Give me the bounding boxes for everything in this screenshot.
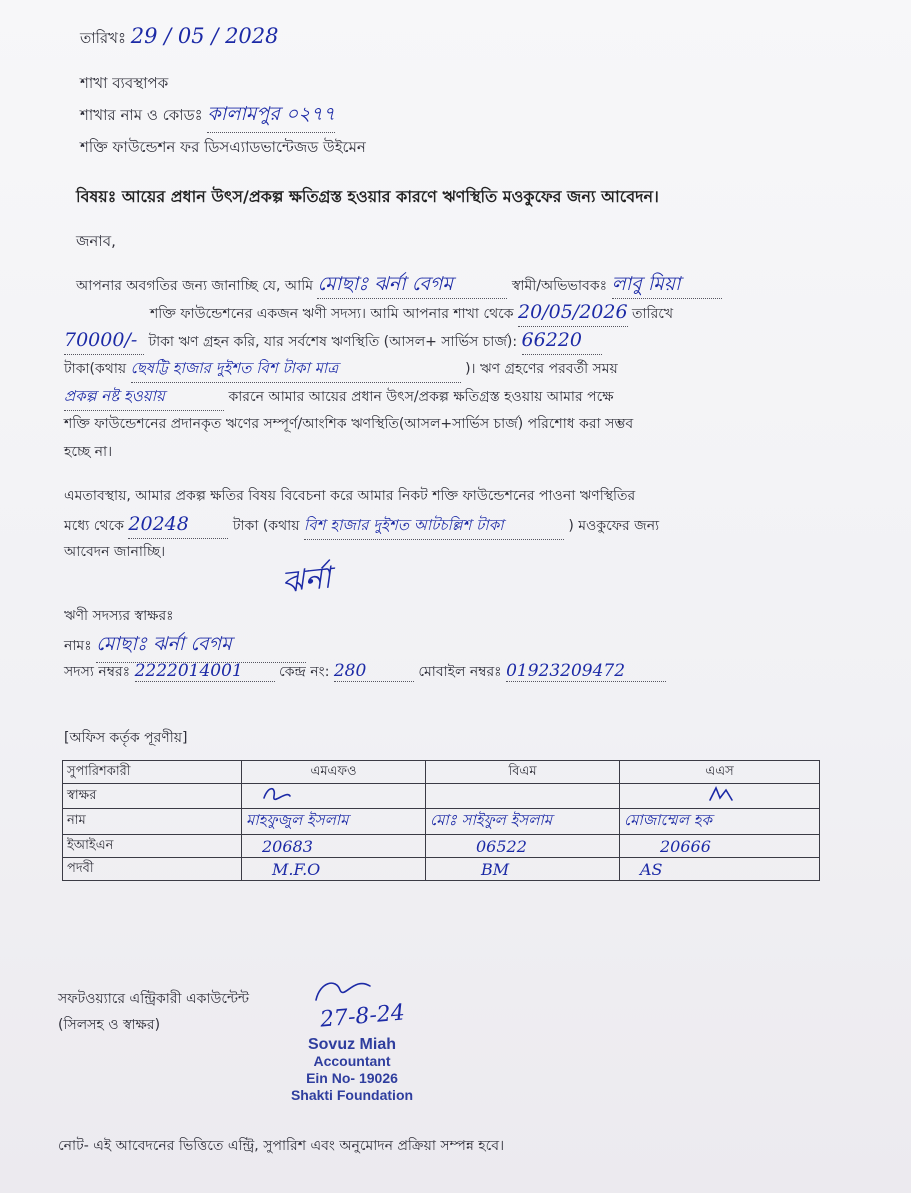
body-text: মধ্যে থেকে bbox=[64, 518, 124, 534]
member-name-line bbox=[64, 630, 306, 663]
name-label: নামঃ bbox=[64, 638, 92, 654]
recipient-line: শাখা ব্যবস্থাপক bbox=[80, 74, 169, 92]
table-cell: নাম bbox=[63, 809, 242, 835]
accountant-stamp bbox=[262, 1036, 442, 1104]
table-cell: মোজাম্মেল হক bbox=[620, 809, 820, 835]
table-cell: মাহফুজুল ইসলাম bbox=[242, 809, 426, 835]
center-number: 280 bbox=[334, 661, 414, 682]
center-label: কেন্দ্র নং bbox=[279, 664, 325, 680]
body-line-10: আবেদন জানাচ্ছি। bbox=[64, 544, 166, 560]
table-cell: সুপারিশকারী bbox=[63, 761, 242, 784]
signature-cell bbox=[620, 784, 820, 809]
table-cell: পদবী bbox=[63, 858, 242, 881]
table-row bbox=[63, 809, 820, 835]
date-line bbox=[80, 24, 279, 52]
loan-date: 20/05/2026 bbox=[518, 298, 628, 327]
body-line-8: এমতাবস্থায়, আমার প্রকল্প ক্ষতির বিষয় বিবেচনা করে আমার নিকট শক্তি ফাউন্ডেশনের পাওনা ঋণস্থিতির bbox=[64, 488, 636, 504]
sign-label: ঋণী সদস্যর স্বাক্ষরঃ bbox=[64, 608, 174, 624]
table-cell: AS bbox=[620, 858, 820, 881]
accountant-sign-date: 27-8-24 bbox=[319, 1000, 406, 1033]
date-value: 29 / 05 / 2028 bbox=[130, 24, 279, 48]
body-line-7: হচ্ছে না। bbox=[64, 444, 113, 460]
body-text: আপনার অবগতির জন্য জানাচ্ছি যে, আমি bbox=[76, 278, 314, 294]
waive-amount: 20248 bbox=[128, 510, 228, 539]
member-info-line: সদস্য নম্বরঃ 2222014001 কেন্দ্র নং: 280 মোবাইল নম্বরঃ 01923209472 bbox=[64, 660, 666, 684]
body-line-2 bbox=[150, 298, 673, 328]
body-text: টাকা (কথায় bbox=[232, 518, 300, 534]
table-row bbox=[63, 761, 820, 784]
body-line-1 bbox=[76, 270, 722, 300]
body-line-5 bbox=[64, 382, 614, 411]
table-cell: 06522 bbox=[426, 835, 620, 858]
balance-in-words: ছেষট্টি হাজার দুইশত বিশ টাকা মাত্র bbox=[131, 354, 461, 383]
stamp-name: Sovuz Miah bbox=[307, 1036, 396, 1053]
stamp-ein: Ein No- 19026 bbox=[306, 1070, 398, 1086]
table-cell: ইআইএন bbox=[63, 835, 242, 858]
subject-line: বিষয়ঃ আয়ের প্রধান উৎস/প্রকল্প ক্ষতিগ্রস্ত হওয়ার কারণে ঋণস্থিতি মওকুফের জন্য আবেদন। bbox=[76, 187, 659, 206]
accountant-label-line: (সিলসহ ও স্বাক্ষর) bbox=[58, 1017, 161, 1033]
accountant-label-line: সফটওয়্যারে এন্ট্রিকারী একাউন্টেন্ট bbox=[58, 991, 250, 1007]
balance-amount: 66220 bbox=[522, 326, 602, 355]
table-cell: M.F.O bbox=[242, 858, 426, 881]
body-text: তারিখে bbox=[632, 306, 674, 322]
table-cell: BM bbox=[426, 858, 620, 881]
body-text: )। ঋণ গ্রহণের পরবর্তী সময় bbox=[465, 361, 618, 377]
body-text: টাকা ঋণ গ্রহন করি, যার সর্বশেষ ঋণস্থিতি (আসল+ সার্ভিস চার্জ): bbox=[148, 334, 518, 350]
office-approval-table bbox=[62, 760, 820, 881]
salutation: জনাব, bbox=[76, 232, 116, 250]
member-number: 2222014001 bbox=[135, 661, 275, 682]
table-row bbox=[63, 835, 820, 858]
office-caption: [অফিস কর্তৃক পূরণীয়] bbox=[64, 730, 188, 746]
stamp-org: Shakti Foundation bbox=[290, 1087, 414, 1103]
date-label: তারিখঃ bbox=[80, 29, 126, 47]
table-cell: স্বাক্ষর bbox=[63, 784, 242, 809]
body-text: স্বামী/অভিভাবকঃ bbox=[511, 278, 608, 294]
table-row bbox=[63, 858, 820, 881]
stamp-title: Accountant bbox=[313, 1053, 391, 1069]
organization-line: শক্তি ফাউন্ডেশন ফর ডিসএ্যাডভান্টেজড উইমেন bbox=[80, 138, 366, 156]
footer-note: নোট- এই আবেদনের ভিত্তিতে এন্ট্রি, সুপারিশ এবং অনুমোদন প্রক্রিয়া সম্পন্ন হবে। bbox=[58, 1138, 505, 1154]
table-cell: বিএম bbox=[426, 761, 620, 784]
loss-reason: প্রকল্প নষ্ট হওয়ায় bbox=[64, 382, 224, 411]
guardian-name: লাবু মিয়া bbox=[612, 270, 722, 299]
signature-cell bbox=[426, 784, 620, 809]
loan-amount: 70000/- bbox=[64, 326, 144, 355]
table-cell: 20683 bbox=[242, 835, 426, 858]
body-line-6: শক্তি ফাউন্ডেশনের প্রদানকৃত ঋণের সম্পূর্ণ/আংশিক ঋণস্থিতি(আসল+সার্ভিস চার্জ) পরিশোধ করা সম্ভব bbox=[64, 416, 634, 432]
member-no-label: সদস্য নম্বরঃ bbox=[64, 664, 131, 680]
table-cell: এমএফও bbox=[242, 761, 426, 784]
body-text: ) মওকুফের জন্য bbox=[568, 518, 660, 534]
branch-value: কালামপুর ০২৭৭ bbox=[207, 100, 335, 133]
branch-label: শাখার নাম ও কোডঃ bbox=[80, 106, 203, 124]
member-signature: ঝর্না bbox=[280, 560, 333, 601]
table-cell: মোঃ সাইফুল ইসলাম bbox=[426, 809, 620, 835]
signature-cell bbox=[242, 784, 426, 809]
body-text: টাকা(কথায় bbox=[64, 361, 127, 377]
body-line-3 bbox=[64, 326, 602, 356]
branch-line bbox=[80, 100, 335, 133]
mobile-label: মোবাইল নম্বরঃ bbox=[418, 664, 502, 680]
body-line-9 bbox=[64, 510, 659, 540]
table-cell: 20666 bbox=[620, 835, 820, 858]
body-line-4 bbox=[64, 354, 618, 383]
applicant-name: মোছাঃ ঝর্না বেগম bbox=[317, 270, 507, 299]
signature-line bbox=[64, 604, 174, 628]
body-text: কারনে আমার আয়ের প্রধান উৎস/প্রকল্প ক্ষতিগ্রস্ত হওয়ায় আমার পক্ষে bbox=[228, 389, 614, 405]
table-cell: এএস bbox=[620, 761, 820, 784]
member-name: মোছাঃ ঝর্না বেগম bbox=[96, 630, 306, 663]
mobile-number: 01923209472 bbox=[506, 661, 666, 682]
as-signature-icon bbox=[690, 784, 750, 804]
mfo-signature-icon bbox=[246, 784, 306, 804]
table-row bbox=[63, 784, 820, 809]
accountant-label bbox=[58, 986, 249, 1038]
body-text: শক্তি ফাউন্ডেশনের একজন ঋণী সদস্য। আমি আপনার শাখা থেকে bbox=[150, 306, 514, 322]
waive-in-words: বিশ হাজার দুইশত আটচল্লিশ টাকা bbox=[304, 511, 564, 540]
